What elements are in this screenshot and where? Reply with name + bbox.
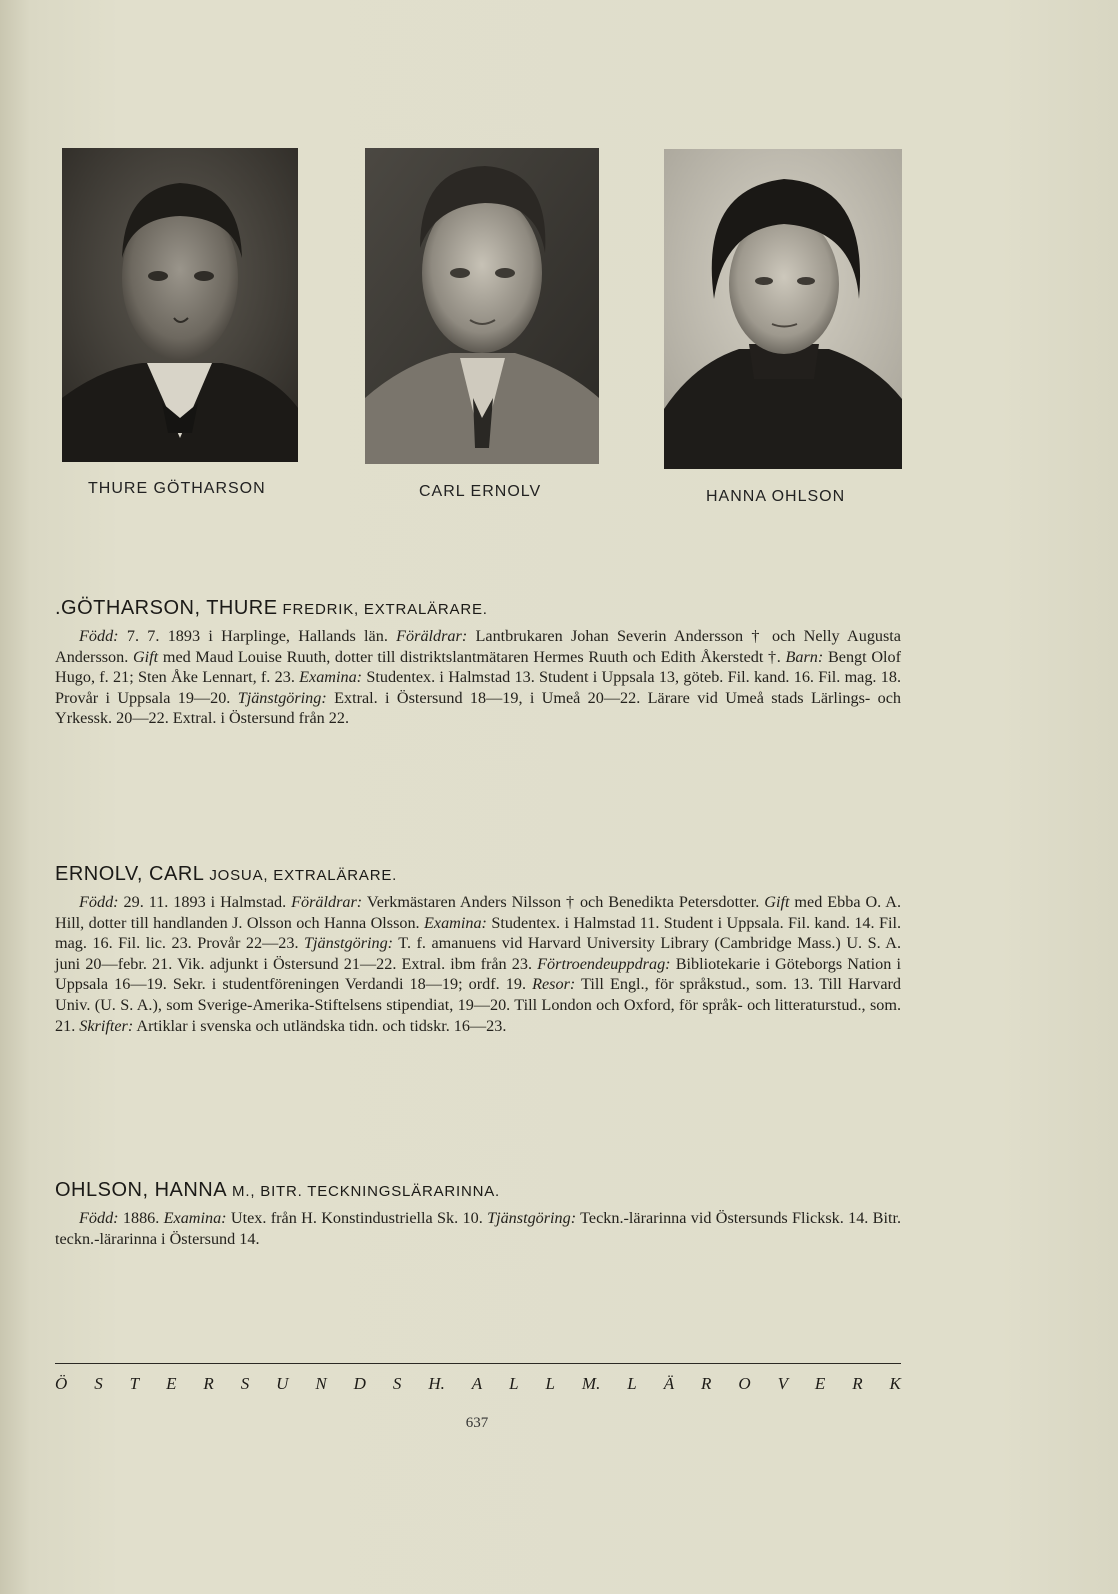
footer-letter: S [94,1374,103,1393]
field-label: Examina: [299,668,363,687]
footer-letter: Ä [663,1374,675,1393]
field-label: Gift [132,647,159,666]
footer-letter: R [701,1374,712,1393]
entry-ernolv-title: JOSUA, EXTRALÄRARE. [204,867,398,884]
portrait-thure-gotharson-image [62,148,298,462]
footer-letter: Ö [55,1374,68,1393]
footer-letter: E [814,1374,826,1393]
entry-ernolv [55,863,901,1036]
field-label: Barn: [785,647,824,666]
entry-ohlson-heading [55,1179,901,1202]
entry-gotharson-name: .GÖTHARSON, THURE [55,597,278,619]
field-label: Gift [764,893,790,911]
footer-letter: R [203,1374,214,1393]
field-text: Teckn.-lärarinna vid Östersunds Flicksk. 14. Bitr. teckn.-lärarinna i Östersund 14. [55,1209,901,1248]
field-label: Född: [79,1209,119,1227]
field-text: Verkmästaren Anders Nilsson † och Benedikta Petersdotter. [362,893,765,911]
field-label: Skrifter: [79,1016,134,1035]
caption-hanna-ohlson: HANNA OHLSON [706,488,846,505]
footer-letter: N [315,1374,327,1393]
footer-letter: S [240,1374,250,1393]
footer-school-name [55,1374,901,1394]
footer-letter: A [471,1374,483,1393]
field-text: Studentex. i Halmstad 13. Student i Uppsala 13, göteb. Fil. kand. 16. Fil. mag. 18. Provår i Uppsala 19—20. [55,668,901,707]
footer-letter: E [166,1374,177,1393]
field-text: Till Engl., för språkstud., som. 13. Till Harvard Univ. (U. S. A.), som Sverige-Amerika-Stiftelsens stipendiat, 19—20. Till London och Oxford, för språk- och litteraturstud., som. 21. [55,975,901,1035]
entry-gotharson-body [55,626,901,729]
field-text: T. f. amanuens vid Harvard University Library (Cambridge Mass.) U. S. A. juni 20—febr. 21. Vik. adjunkt i Östersund 21—22. Extral. ibm från 23. [55,934,901,973]
caption-thure-gotharson: THURE GÖTHARSON [88,480,266,497]
field-text: Artiklar i svenska och utländska tidn. och tidskr. 16—23. [133,1016,507,1035]
footer-letter: D [353,1374,366,1393]
portrait-carl-ernolv-image [365,148,599,464]
field-label: Tjänstgöring: [487,1209,577,1227]
footer-letter: V [777,1374,788,1393]
field-text: Bibliotekarie i Göteborgs Nation i Uppsala 16—19. Sekr. i studentföreningen Verdandi 18—19; ordf. 19. [55,954,901,994]
entry-ohlson-body [55,1208,901,1249]
field-text: Lantbrukaren Johan Severin Andersson † och Nelly Augusta Andersson. [55,627,901,666]
portrait-hanna-ohlson [664,149,902,469]
entry-ernolv-heading [55,863,901,886]
footer-letter: L [509,1374,519,1393]
entry-ernolv-name: ERNOLV, CARL [55,863,205,885]
field-label: Tjänstgöring: [237,688,327,707]
field-label: Tjänstgöring: [304,934,394,953]
field-label: Resor: [532,975,576,994]
footer-letter: L [627,1374,637,1393]
entry-gotharson-title: FREDRIK, EXTRALÄRARE. [277,601,488,618]
field-text: med Maud Louise Ruuth, dotter till distriktslantmätaren Hermes Ruuth och Edith Åkerstedt †. [158,647,786,666]
entry-ohlson [55,1179,901,1249]
entry-ernolv-body [55,892,901,1036]
field-label: Examina: [163,1209,227,1227]
page-number: 637 [465,1415,489,1431]
field-text: 7. 7. 1893 i Harplinge, Hallands län. [118,627,397,645]
field-label: Född: [79,893,119,911]
field-text: Utex. från H. Konstindustriella Sk. 10. [226,1209,488,1227]
field-text: Extral. i Östersund 18—19, i Umeå 20—22. Lärare vid Umeå stads Lärlings- och Yrkessk. 20—22. Extral. i Östersund från 22. [55,688,902,728]
entry-ohlson-title: M., BITR. TECKNINGSLÄRARINNA. [227,1183,501,1200]
field-label: Född: [79,627,119,645]
footer-letter: U [276,1374,289,1393]
footer-letter: M. [581,1374,601,1393]
footer-letter: T [129,1374,140,1393]
field-label: Föräldrar: [396,627,468,645]
field-label: Föräldrar: [291,893,363,911]
field-text: Bengt Olof Hugo, f. 21; Sten Åke Lennart, f. 23. [55,647,901,687]
portrait-thure-gotharson [62,148,298,462]
field-label: Examina: [424,913,487,932]
entry-gotharson [55,597,901,729]
field-text: Studentex. i Halmstad 11. Student i Uppsala. Fil. kand. 14. Fil. mag. 16. Fil. lic. 23. Provår 22—23. [55,913,901,953]
caption-carl-ernolv: CARL ERNOLV [419,483,542,500]
footer-rule [55,1363,901,1364]
footer-letter: S [392,1374,402,1393]
footer-letter: R [852,1374,863,1393]
entry-gotharson-heading [55,597,901,620]
field-text: 1886. [118,1209,164,1227]
footer-letter: L [545,1374,555,1393]
entry-ohlson-name: OHLSON, HANNA [55,1179,228,1201]
footer-letter: K [889,1374,901,1393]
portrait-carl-ernolv [365,148,599,464]
footer-letter: O [738,1374,751,1393]
footer-letter: H. [428,1374,445,1393]
field-text: med Ebba O. A. Hill, dotter till handlanden J. Olsson och Hanna Olsson. [55,893,902,932]
field-label: Förtroendeuppdrag: [537,954,671,973]
portrait-hanna-ohlson-image [664,149,902,469]
field-text: 29. 11. 1893 i Halmstad. [118,893,292,911]
